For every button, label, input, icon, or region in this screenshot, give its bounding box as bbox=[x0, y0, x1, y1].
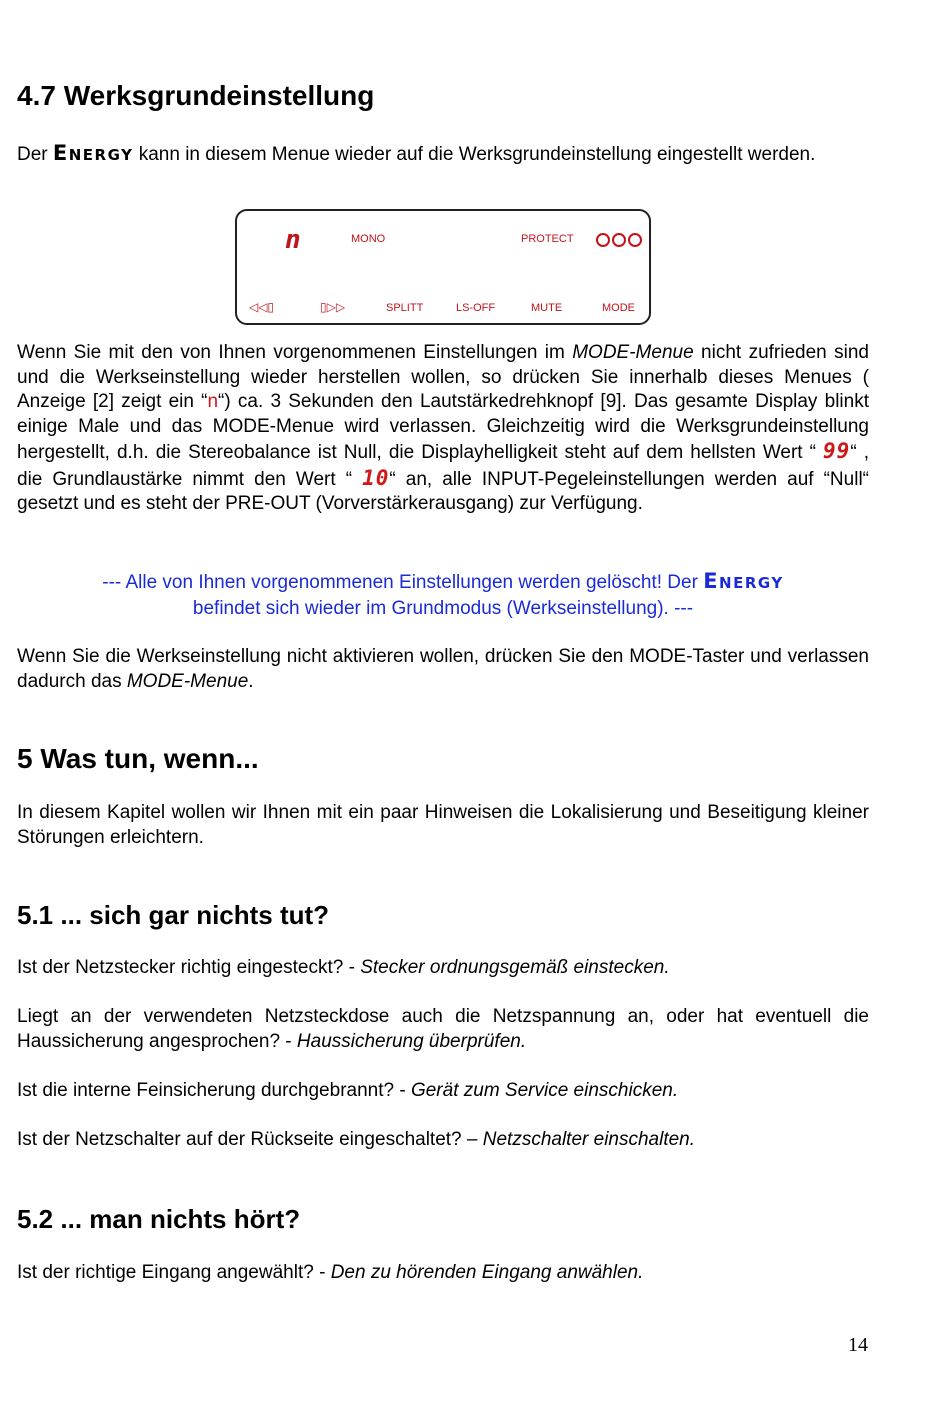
faq-question: Ist die interne Feinsicherung durchgebrannt? - bbox=[17, 1080, 411, 1101]
section-5-intro: In diesem Kapitel wollen wir Ihnen mit ein paar Hinweisen die Lokalisierung und Beseitigung kleiner Störungen erleichtern. bbox=[17, 802, 869, 848]
faq-item bbox=[17, 1128, 695, 1152]
brand-name: Energy bbox=[703, 569, 784, 593]
para2-text: Wenn Sie die Werkseinstellung nicht aktivieren wollen, drücken Sie den MODE-Taster und verlassen dadurch das bbox=[17, 646, 869, 692]
display-value-10: 10 bbox=[362, 465, 390, 490]
mono-indicator: MONO bbox=[351, 233, 386, 245]
faq-answer: Den zu hörenden Eingang anwählen. bbox=[330, 1262, 644, 1283]
mode-menue-term: MODE-Menue bbox=[126, 670, 249, 692]
protect-indicator: PROTECT bbox=[521, 233, 574, 245]
faq-answer: Gerät zum Service einschicken. bbox=[410, 1080, 679, 1101]
section-4-7-intro bbox=[17, 141, 869, 168]
faq-question: Ist der Netzschalter auf der Rückseite eingeschaltet? – bbox=[17, 1129, 483, 1150]
faq-question: Ist der richtige Eingang angewählt? - bbox=[17, 1262, 331, 1283]
para1-text: “ an, alle INPUT-Pegeleinstellungen werden auf “Null“ gesetzt und es steht der PRE-OUT (Vorverstärkerausgang) zur Verfügung. bbox=[17, 468, 869, 514]
para1-text: “ , die Grundlaustärke nimmt den Wert “ bbox=[17, 442, 869, 490]
intro-text-a: Der bbox=[17, 144, 53, 165]
display-digit: n bbox=[285, 225, 301, 255]
faq-item bbox=[17, 956, 670, 980]
led-ring-icon bbox=[628, 233, 642, 247]
cancel-reset-paragraph bbox=[17, 645, 869, 694]
faq-item bbox=[17, 1261, 643, 1285]
para1-text: nicht zufrieden sind und die Werkseinstellung wieder herstellen wollen, so drücken Sie innerhalb dieses Menues ( Anzeige [2] zeigt ein “ bbox=[17, 342, 869, 412]
brand-name: Energy bbox=[52, 141, 134, 165]
faq-question: Ist der Netzstecker richtig eingesteckt? - bbox=[17, 957, 361, 978]
mode-label: MODE bbox=[602, 302, 635, 314]
reset-notice bbox=[17, 568, 869, 622]
notice-text-a: --- Alle von Ihnen vorgenommenen Einstellungen werden gelöscht! Der bbox=[102, 572, 704, 593]
forward-icon: ▯▷▷ bbox=[320, 300, 346, 314]
faq-answer: Haussicherung überprüfen. bbox=[296, 1030, 527, 1052]
led-ring-icon bbox=[596, 233, 610, 247]
section-5-1-heading: 5.1 ... sich gar nichts tut? bbox=[17, 900, 330, 930]
factory-reset-paragraph bbox=[17, 341, 869, 517]
faq-item bbox=[17, 1005, 869, 1054]
ls-off-label: LS-OFF bbox=[456, 302, 496, 314]
display-n-char: n bbox=[207, 391, 219, 412]
faq-item bbox=[17, 1079, 678, 1103]
faq-answer: Stecker ordnungsgemäß einstecken. bbox=[360, 957, 670, 978]
mode-menue-term: MODE-Menue bbox=[572, 342, 694, 363]
section-5-heading: 5 Was tun, wenn... bbox=[17, 743, 259, 774]
para2-text: . bbox=[248, 670, 254, 692]
faq-question: Liegt an der verwendeten Netzsteckdose auch die Netzspannung an, oder hat eventuell die Haussicherung angesprochen? - bbox=[17, 1006, 869, 1052]
para1-text: “) ca. 3 Sekunden den Lautstärkedrehknopf [9]. Das gesamte Display blinkt einige Male und das MODE-Menue wird verlassen. Gleichzeitig wird die Werksgrundeinstellung hergestellt, d.h. die Stereobalance ist Null, die Displayhelligkeit steht auf dem hellsten Wert “ bbox=[17, 391, 869, 463]
section-5-2-heading: 5.2 ... man nichts hört? bbox=[17, 1204, 301, 1234]
para1-text: Wenn Sie mit den von Ihnen vorgenommenen Einstellungen im bbox=[17, 342, 573, 363]
mute-label: MUTE bbox=[531, 302, 563, 314]
display-value-99: 99 bbox=[823, 439, 851, 463]
display-panel-illustration bbox=[235, 209, 651, 325]
page-number: 14 bbox=[848, 1334, 868, 1356]
intro-text-b: kann in diesem Menue wieder auf die Werksgrundeinstellung eingestellt werden. bbox=[133, 144, 816, 165]
section-4-7-heading: 4.7 Werksgrundeinstellung bbox=[17, 80, 375, 111]
notice-text-b: befindet sich wieder im Grundmodus (Werkseinstellung). --- bbox=[192, 598, 694, 619]
led-ring-icon bbox=[612, 233, 626, 247]
faq-answer: Netzschalter einschalten. bbox=[482, 1129, 696, 1150]
rewind-icon: ◁◁▯ bbox=[249, 300, 275, 314]
splitt-label: SPLITT bbox=[386, 302, 424, 314]
